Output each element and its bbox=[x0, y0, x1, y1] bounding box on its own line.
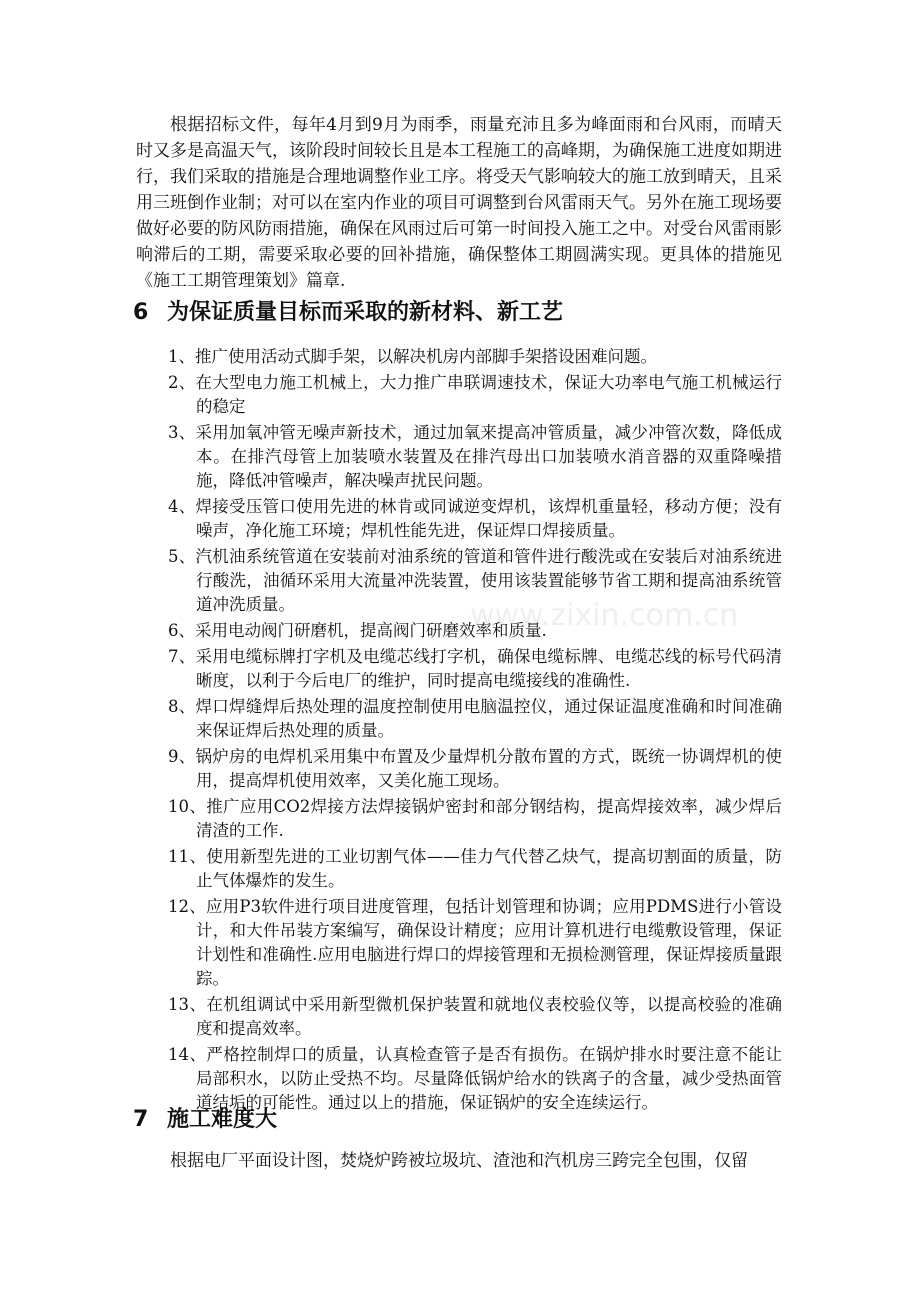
section-6-number: 6 bbox=[133, 300, 149, 325]
list-item: 3、采用加氧冲管无噪声新技术，通过加氧来提高冲管质量，减少冲管次数，降低成本。在排汽母管上加装喷水装置及在排汽母出口加装喷水消音器的双重降噪措施，降低冲管噪声，解决噪声扰民问题。 bbox=[168, 423, 782, 490]
section-6-title: 为保证质量目标而采取的新材料、新工艺 bbox=[167, 300, 564, 325]
list-item: 13、在机组调试中采用新型微机保护装置和就地仪表校验仪等，以提高校验的准确度和提高效率。 bbox=[168, 995, 782, 1038]
list-item: 5、汽机油系统管道在安装前对油系统的管道和管件进行酸洗或在安装后对油系统进行酸洗，油循环采用大流量冲洗装置，使用该装置能够节省工期和提高油系统管道冲洗质量。 bbox=[168, 547, 782, 614]
list-item: 8、焊口焊缝焊后热处理的温度控制使用电脑温控仪，通过保证温度准确和时间准确来保证焊后热处理的质量。 bbox=[168, 697, 782, 740]
section-7-number: 7 bbox=[133, 1107, 149, 1132]
list-item: 11、使用新型先进的工业切割气体——佳力气代替乙炔气，提高切割面的质量，防止气体爆炸的发生。 bbox=[168, 847, 782, 890]
list-item: 14、严格控制焊口的质量，认真检查管子是否有损伤。在锅炉排水时要注意不能让局部积水，以防止受热不均。尽量降低锅炉给水的铁离子的含量，减少受热面管道结垢的可能性。通过以上的措施，保证锅炉的安全连续运行。 bbox=[168, 1045, 782, 1112]
section-6-heading bbox=[133, 298, 563, 328]
section-7-heading bbox=[133, 1105, 277, 1135]
list-item: 2、在大型电力施工机械上，大力推广串联调速技术，保证大功率电气施工机械运行的稳定 bbox=[168, 373, 782, 416]
watermark: www.zixin.com.cn bbox=[470, 598, 739, 633]
list-item: 1、推广使用活动式脚手架，以解决机房内部脚手架搭设困难问题。 bbox=[168, 347, 657, 366]
section-7-title: 施工难度大 bbox=[167, 1107, 278, 1132]
list-item: 4、焊接受压管口使用先进的林肯或同诚逆变焊机，该焊机重量轻，移动方便；没有噪声，净化施工环境；焊机性能先进，保证焊口焊接质量。 bbox=[168, 497, 782, 540]
list-item: 6、采用电动阀门研磨机，提高阀门研磨效率和质量. bbox=[168, 621, 547, 640]
list-item: 7、采用电缆标牌打字机及电缆芯线打字机，确保电缆标牌、电缆芯线的标号代码清晰度，以利于今后电厂的维护，同时提高电缆接线的准确性. bbox=[168, 647, 782, 690]
section-7-paragraph: 根据电厂平面设计图，焚烧炉跨被垃圾坑、渣池和汽机房三跨完全包围，仅留 bbox=[170, 1151, 748, 1171]
list-item: 12、应用P3软件进行项目进度管理，包括计划管理和协调；应用PDMS进行小管设计，和大件吊装方案编写，确保设计精度；应用计算机进行电缆敷设管理，保证计划性和准确性.应用电脑进行焊口的焊接管理和无损检测管理，保证焊接质量跟踪。 bbox=[168, 897, 782, 988]
intro-paragraph: 根据招标文件，每年4月到9月为雨季，雨量充沛且多为峰面雨和台风雨，而晴天时又多是高温天气，该阶段时间较长且是本工程施工的高峰期，为确保施工进度如期进行，我们采取的措施是合理地调整作业工序。将受天气影响较大的施工放到晴天，且采用三班倒作业制；对可以在室内作业的项目可调整到台风雷雨天气。另外在施工现场要做好必要的防风防雨措施，确保在风雨过后可第一时间投入施工之中。对受台风雷雨影响滞后的工期，需要采取必要的回补措施，确保整体工期圆满实现。更具体的措施见《施工工期管理策划》篇章. bbox=[136, 115, 782, 291]
list-item: 9、锅炉房的电焊机采用集中布置及少量焊机分散布置的方式，既统一协调焊机的使用，提高焊机使用效率，又美化施工现场。 bbox=[168, 747, 782, 790]
section-6-list bbox=[168, 345, 782, 1117]
list-item: 10、推广应用CO2焊接方法焊接锅炉密封和部分钢结构，提高焊接效率，减少焊后清渣的工作. bbox=[168, 797, 782, 840]
